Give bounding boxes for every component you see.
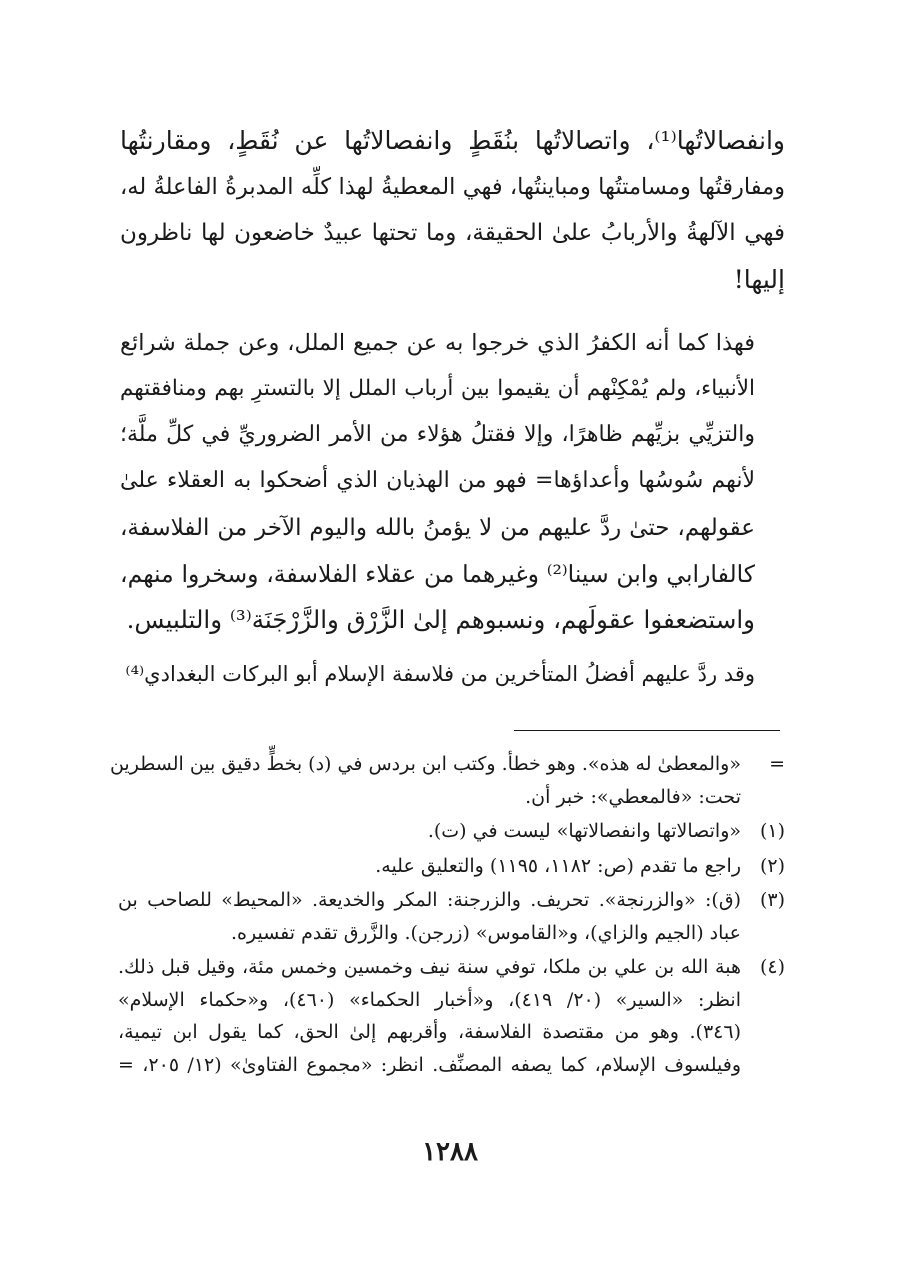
paragraph-2 [120,320,785,643]
footnote-continued [109,748,785,813]
footnote-line: راجع ما تقدم (ص: ١١٨٢، ١١٩٥) والتعليق عليه. [375,854,741,877]
page-number: ١٢٨٨ [422,1137,478,1167]
footnote-2 [118,850,785,883]
footnote-separator [514,730,780,731]
text-line: وقد ردَّ عليهم أفضلُ المتأخرين من فلاسفة الإسلام أبو البركات البغدادي⁽⁴⁾ [125,662,755,687]
footnote-text [118,884,741,949]
footnote-line: وفيلسوف الإسلام، كما يصفه المصنِّف. انظر: «مجموع الفتاوىٰ» (١٢/ ٢٠٥، = [118,1053,741,1076]
footnotes [109,748,785,1083]
text-line: كالفارابي وابن سينا⁽²⁾ وغيرهما من عقلاء الفلاسفة، وسخروا منهم، [120,559,755,588]
footnote-mark: (١) [759,820,785,842]
footnote-3 [118,884,785,949]
paragraph-3 [120,651,785,697]
footnote-mark: (٣) [759,889,785,911]
footnote-line: تحت: «فالمعطي»: خبر أن. [525,785,741,808]
text-line: لأنهم سُوسُها وأعداؤها= فهو من الهذيان الذي أضحكوا به العقلاء علىٰ [120,468,755,494]
text-line: والتزيِّي بزيِّهم ظاهرًا، وإلا فقتلُ هؤلاء من الأمر الضروريِّ في كلِّ ملَّة؛ [120,422,755,448]
footnote-line: هبة الله بن علي بن ملكا، توفي سنة نيف وخمسين وخمس مئة، وقيل قبل ذلك. [118,956,741,978]
text-line: فهذا كما أنه الكفرُ الذي خرجوا به عن جميع الملل، وعن جملة شرائع [120,329,755,356]
paragraph-1 [120,118,785,303]
footnote-text [118,850,741,883]
footnote-mark: (٢) [759,854,785,877]
footnote-line: (٣٤٦). وهو من مقتصدة الفلاسفة، وأقربهم إلىٰ الحق، كما يقول ابن تيمية، [118,1021,741,1043]
footnote-1 [118,815,785,848]
footnote-line: (ق): «والزرنجة». تحريف. والزرجنة: المكر والخديعة. «المحيط» للصاحب بن [118,889,741,911]
footnote-4 [118,951,785,1081]
text-line: واستضعفوا عقولَهم، ونسبوهم إلىٰ الزَّرْق والزَّرْجَنَة⁽³⁾ والتلبيس. [126,605,755,635]
text-line: وانفصالاتُها⁽¹⁾، واتصالاتُها بنُقَطٍ وانفصالاتُها عن نُقَطٍ، ومقارنتُها [120,126,785,155]
footnote-line: «والمعطىٰ له هذه». وهو خطأ. وكتب ابن بردس في (د) بخطٍّ دقيق بين السطرين [109,753,741,775]
footnote-text [118,815,741,848]
main-text [120,118,785,697]
footnote-mark: (٤) [759,956,785,978]
footnote-line: «واتصالاتها وانفصالاتها» ليست في (ت). [427,820,741,842]
text-line: ومفارقتُها ومسامتتُها ومباينتُها، فهي المعطيةُ لهذا كلِّه المدبرةُ الفاعلةُ له، [120,174,785,201]
text-line: إليها! [733,264,785,294]
footnote-mark: = [769,753,785,775]
text-line: الأنبياء، ولم يُمْكِنْهم أن يقيموا بين أرباب الملل إلا بالتسترِ بهم ومنافقتهم [120,376,755,402]
footnote-line: عباد (الجيم والزاي)، و«القاموس» (زرجن). والزَّرق تقدم تفسيره. [231,921,741,944]
text-line: عقولهم، حتىٰ ردَّ عليهم من لا يؤمنُ بالله واليوم الآخر من الفلاسفة، [120,514,755,541]
footnote-text [118,951,741,1081]
footnote-text [110,748,741,813]
text-line: فهي الآلهةُ والأربابُ علىٰ الحقيقة، وما تحتها عبيدٌ خاضعون لها ناظرون [120,220,785,247]
footnote-line: انظر: «السير» (٢٠/ ٤١٩)، و«أخبار الحكماء» (٤٦٠)، و«حكماء الإسلام» [118,988,741,1011]
